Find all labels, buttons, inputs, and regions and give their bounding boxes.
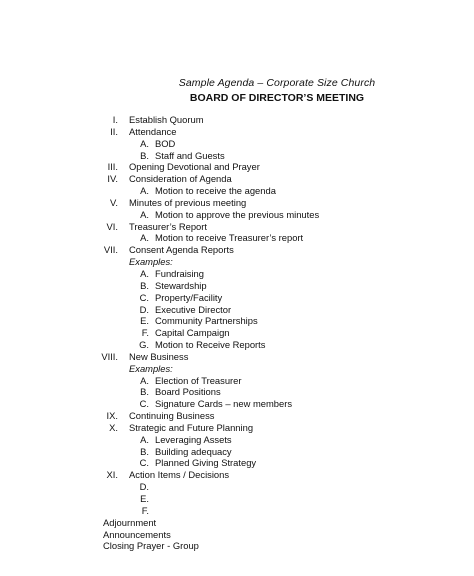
item-letter: F.: [141, 327, 149, 339]
agenda-item: [0, 505, 474, 517]
item-text: Continuing Business: [129, 410, 215, 422]
agenda-item: [0, 517, 474, 529]
agenda-item: [0, 268, 474, 280]
item-letter: C.: [139, 291, 149, 303]
item-text: Planned Giving Strategy: [155, 457, 257, 469]
item-text: Community Partnerships: [155, 315, 258, 327]
item-letter: E.: [140, 315, 149, 327]
item-roman-numeral: VII.: [103, 244, 118, 256]
item-roman-numeral: VIII.: [101, 350, 118, 362]
item-letter: G.: [139, 339, 149, 351]
agenda-item: [0, 457, 474, 469]
item-letter: B.: [140, 279, 149, 291]
item-text: Strategic and Future Planning: [129, 421, 254, 433]
item-text: Executive Director: [155, 303, 232, 315]
agenda-item: [0, 244, 474, 256]
item-letter: B.: [140, 149, 149, 161]
item-letter: A.: [140, 232, 149, 244]
agenda-item: [0, 209, 474, 221]
agenda-item: [0, 363, 474, 375]
agenda-item: [0, 446, 474, 458]
item-text: Motion to receive Treasurer’s report: [155, 232, 304, 244]
item-letter: A.: [140, 267, 149, 279]
agenda-item: [0, 398, 474, 410]
agenda-item: [0, 493, 474, 505]
item-letter: D.: [139, 481, 149, 493]
item-text: Action Items / Decisions: [129, 469, 230, 481]
agenda-item: [0, 185, 474, 197]
item-text: Minutes of previous meeting: [129, 196, 247, 208]
item-text: Motion to approve the previous minutes: [155, 208, 320, 220]
agenda-item: [0, 292, 474, 304]
item-letter: C.: [139, 457, 149, 469]
agenda-item: [0, 138, 474, 150]
item-letter: E.: [140, 493, 149, 504]
item-roman-numeral: IV.: [107, 173, 118, 185]
agenda-item: [0, 422, 474, 434]
item-letter: F.: [141, 504, 149, 516]
item-text: Consent Agenda Reports: [129, 244, 234, 256]
item-text: Treasurer’s Report: [129, 220, 207, 232]
examples-label: Examples:: [129, 256, 173, 268]
item-roman-numeral: XI.: [106, 469, 118, 481]
item-text: Staff and Guests: [155, 149, 225, 161]
agenda-item: [0, 256, 474, 268]
item-letter: A.: [140, 433, 149, 445]
agenda-item: [0, 375, 474, 387]
item-roman-numeral: IX.: [106, 410, 118, 422]
item-text: Motion to receive the agenda: [155, 185, 276, 197]
agenda-item: [0, 280, 474, 292]
agenda-item: [0, 386, 474, 398]
item-roman-numeral: X.: [109, 421, 118, 433]
item-text: Opening Devotional and Prayer: [129, 161, 260, 173]
item-text: Announcements: [103, 528, 171, 540]
item-letter: B.: [140, 386, 149, 398]
item-letter: A.: [140, 185, 149, 197]
document-title: BOARD OF DIRECTOR’S MEETING: [189, 92, 365, 104]
agenda-item: [0, 351, 474, 363]
agenda-item: [0, 469, 474, 481]
agenda-item: [0, 126, 474, 138]
item-text: Attendance: [129, 125, 177, 137]
item-text: Establish Quorum: [129, 114, 204, 125]
document-subtitle: Sample Agenda – Corporate Size Church: [178, 77, 376, 89]
item-text: Property/Facility: [155, 291, 223, 303]
item-letter: D.: [139, 303, 149, 315]
item-text: Consideration of Agenda: [129, 173, 232, 185]
item-text: Closing Prayer - Group: [103, 540, 199, 552]
agenda-item: [0, 529, 474, 541]
agenda-item: [0, 197, 474, 209]
item-roman-numeral: VI.: [106, 220, 118, 232]
item-text: Board Positions: [155, 386, 221, 398]
agenda-item: [0, 339, 474, 351]
item-text: BOD: [155, 137, 176, 149]
agenda-item: [0, 221, 474, 233]
item-text: Motion to Receive Reports: [155, 339, 266, 351]
item-text: Leveraging Assets: [155, 433, 232, 445]
agenda-item: [0, 327, 474, 339]
agenda-item: [0, 304, 474, 316]
agenda-item: [0, 150, 474, 162]
agenda-item: [0, 410, 474, 422]
item-text: Fundraising: [155, 267, 204, 279]
item-letter: C.: [139, 398, 149, 410]
agenda-item: [0, 540, 474, 552]
item-text: Building adequacy: [155, 445, 232, 457]
agenda-item: [0, 315, 474, 327]
agenda-item: [0, 161, 474, 173]
agenda-list: [0, 114, 474, 552]
item-roman-numeral: III.: [107, 161, 118, 173]
item-text: Stewardship: [155, 279, 207, 291]
item-text: New Business: [129, 350, 189, 362]
item-text: Signature Cards – new members: [155, 398, 293, 410]
item-roman-numeral: I.: [112, 114, 118, 125]
item-letter: A.: [140, 137, 149, 149]
agenda-item: [0, 481, 474, 493]
item-text: Election of Treasurer: [155, 374, 242, 386]
agenda-item: [0, 232, 474, 244]
item-letter: A.: [140, 374, 149, 386]
examples-label: Examples:: [129, 362, 173, 374]
agenda-item: [0, 114, 474, 126]
item-roman-numeral: V.: [110, 196, 118, 208]
item-text: Adjournment: [103, 516, 157, 528]
agenda-item: [0, 173, 474, 185]
item-letter: A.: [140, 208, 149, 220]
item-roman-numeral: II.: [110, 125, 118, 137]
agenda-item: [0, 434, 474, 446]
item-letter: B.: [140, 445, 149, 457]
item-text: Capital Campaign: [155, 327, 230, 339]
